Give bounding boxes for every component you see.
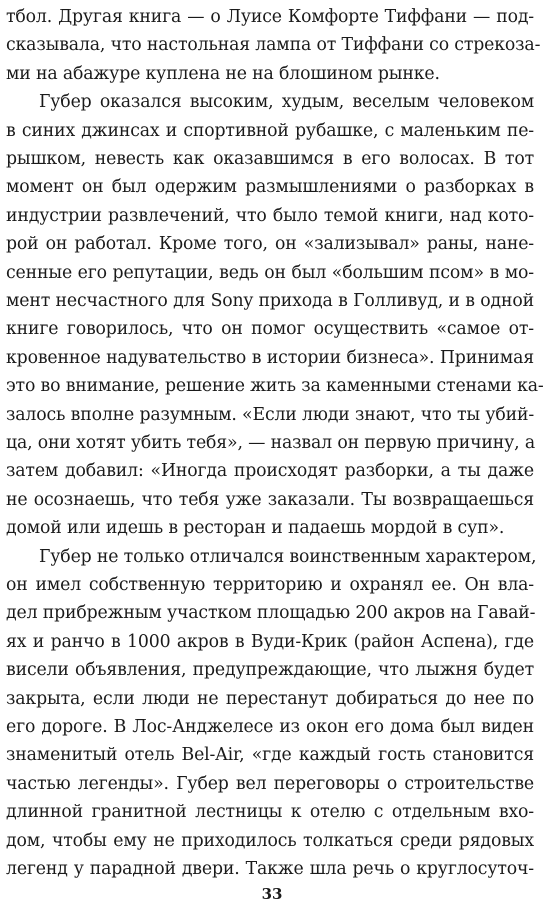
text-line: дом, чтобы ему не приходилось толкаться среди рядовых xyxy=(6,830,534,851)
text-line: затем добавил: «Иногда происходят разборки, а ты даже xyxy=(6,461,534,482)
text-line: знаменитый отель Bel-Air, «где каждый гость становится xyxy=(6,745,534,766)
text-line: висели объявления, предупреждающие, что лыжня будет xyxy=(6,660,534,681)
text-line: рой он работал. Кроме того, он «зализывал» раны, нане- xyxy=(6,234,534,255)
text-line: залось вполне разумным. «Если люди знают, что ты убий- xyxy=(6,404,535,425)
text-line: закрыта, если люди не перестанут добираться до нее по xyxy=(6,688,534,709)
paragraph-first-line: Губер не только отличался воинственным характером, xyxy=(39,546,537,567)
text-line: момент он был одержим размышлениями о разборках в xyxy=(6,177,534,198)
text-line: это во внимание, решение жить за каменными стенами ка- xyxy=(6,376,544,397)
text-line: в синих джинсах и спортивной рубашке, с маленьким пе- xyxy=(6,120,534,141)
text-line: частью легенды». Губер вел переговоры о строительстве xyxy=(6,773,534,794)
text-line: длинной гранитной лестницы к отелю с отдельным вхо- xyxy=(6,802,534,823)
text-line: ми на абажуре куплена не на блошином рынке. xyxy=(6,63,440,84)
text-line: рышком, невесть как оказавшимся в его волосах. В тот xyxy=(6,149,534,169)
text-line: ях и ранчо в 1000 акров в Вуди-Крик (район Аспена), где xyxy=(6,631,534,652)
text-line: его дороге. В Лос-Анджелесе из окон его дома был виден xyxy=(6,717,534,737)
text-line: не осознаешь, что тебя уже заказали. Ты возвращаешься xyxy=(6,489,534,510)
paragraph-first-line: Губер оказался высоким, худым, веселым человеком xyxy=(39,92,534,113)
text-line: дел прибрежным участком площадью 200 акров на Гавай- xyxy=(6,603,536,624)
text-line: индустрии развлечений, что было темой книги, над кото- xyxy=(6,205,534,226)
text-line: легенд у парадной двери. Также шла речь о круглосуточ- xyxy=(6,859,534,879)
text-line: он имел собственную территорию и охранял ее. Он вла- xyxy=(6,575,534,595)
text-line: мент несчастного для Sony прихода в Голливуд, и в одной xyxy=(6,291,534,311)
text-line: сенные его репутации, ведь он был «большим псом» в мо- xyxy=(6,262,534,283)
text-line: сказывала, что настольная лампа от Тиффани со стрекоза- xyxy=(6,35,541,56)
page-number: 33 xyxy=(261,885,283,903)
text-line: тбол. Другая книга — о Луисе Комфорте Тиффани — под- xyxy=(6,7,534,27)
text-line: домой или идешь в ресторан и падаешь мордой в суп». xyxy=(6,518,505,539)
text-line: ца, они хотят убить тебя», — назвал он первую причину, а xyxy=(6,433,536,453)
text-line: кровенное надувательство в истории бизнеса». Принимая xyxy=(6,347,534,368)
text-line: книге говорилось, что он помог осуществить «самое от- xyxy=(6,319,534,340)
